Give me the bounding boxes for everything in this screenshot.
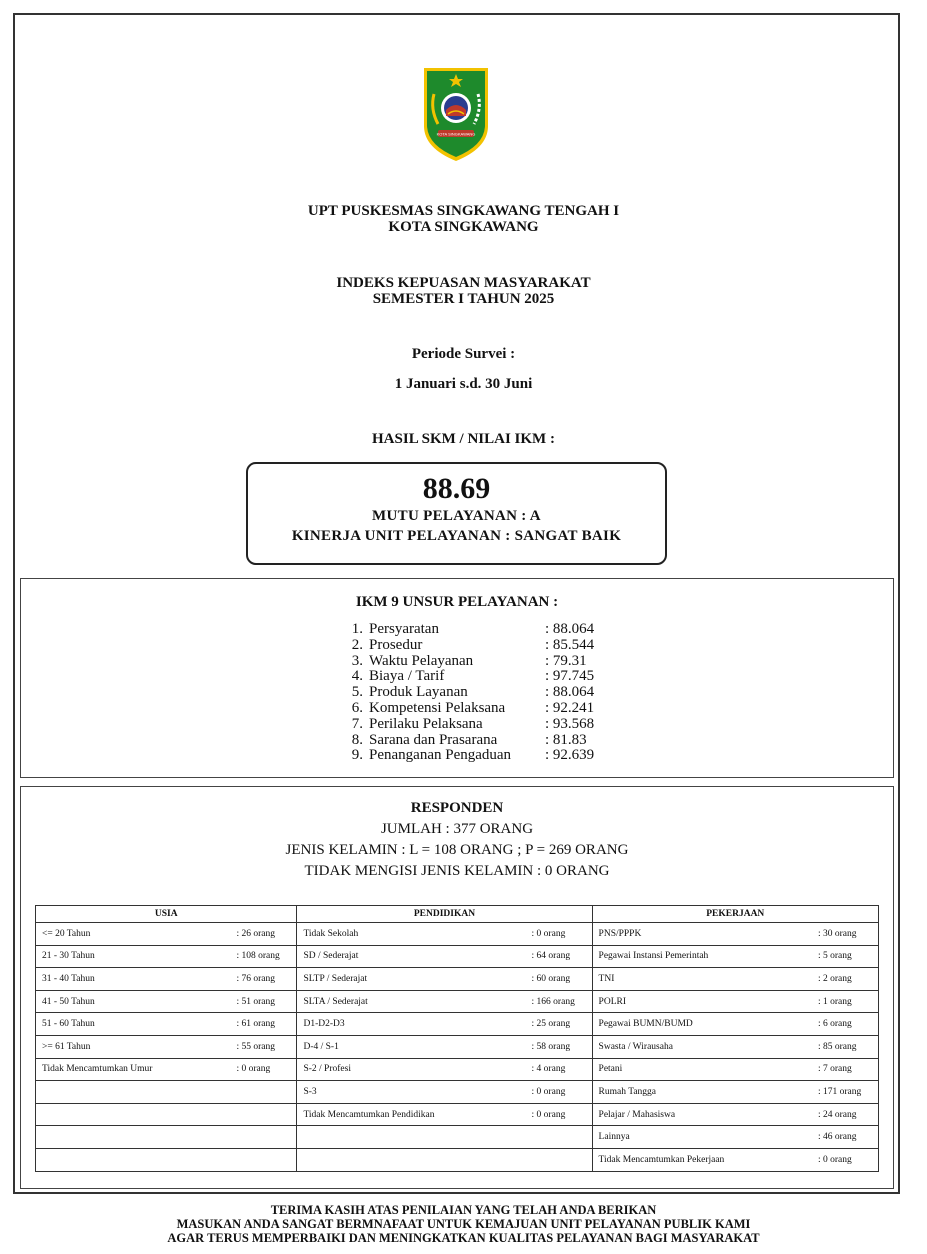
- education-category-count: : 64 orang: [532, 945, 593, 968]
- ikm-element-number: 9.: [351, 747, 363, 764]
- ikm-element-row: [343, 654, 594, 670]
- occupation-category-count: : 1 orang: [818, 990, 879, 1013]
- age-category-count: [236, 1148, 297, 1171]
- occupation-category-label: TNI: [592, 968, 818, 991]
- table-row: [36, 1013, 879, 1036]
- occupation-category-label: Lainnya: [592, 1126, 818, 1149]
- ikm-elements-box: [20, 578, 894, 778]
- ikm-element-row: [343, 748, 594, 764]
- ikm-element-label: Produk Layanan: [369, 684, 468, 701]
- occupation-category-label: Swasta / Wirausaha: [592, 1035, 818, 1058]
- occupation-category-count: : 24 orang: [818, 1103, 879, 1126]
- age-category-count: : 55 orang: [236, 1035, 297, 1058]
- respondent-breakdown-table: [35, 905, 879, 1172]
- occupation-category-count: : 30 orang: [818, 923, 879, 946]
- age-category-count: : 76 orang: [236, 968, 297, 991]
- age-category-count: [236, 1081, 297, 1104]
- education-category-label: SLTA / Sederajat: [297, 990, 532, 1013]
- age-category-label: [36, 1126, 237, 1149]
- table-row: [36, 923, 879, 946]
- education-category-count: [532, 1126, 593, 1149]
- ikm-elements-title: IKM 9 UNSUR PELAYANAN :: [355, 594, 559, 610]
- occupation-category-count: : 85 orang: [818, 1035, 879, 1058]
- svg-text:KOTA SINGKAWANG: KOTA SINGKAWANG: [436, 131, 476, 137]
- ikm-element-label: Penanganan Pengaduan: [369, 747, 512, 764]
- age-category-label: 21 - 30 Tahun: [36, 945, 237, 968]
- period-label: Periode Survei :: [411, 346, 516, 362]
- ikm-element-number: 8.: [351, 731, 363, 748]
- age-category-count: [236, 1126, 297, 1149]
- header-occupation: PEKERJAAN: [592, 906, 878, 923]
- respondents-gender: JENIS KELAMIN : L = 108 ORANG ; P = 269 ORANG: [285, 842, 629, 858]
- footer-thanks: TERIMA KASIH ATAS PENILAIAN YANG TELAH ANDA BERIKAN: [270, 1203, 657, 1217]
- education-category-count: : 4 orang: [532, 1058, 593, 1081]
- ikm-element-value: : 93.568: [545, 715, 595, 732]
- table-row: [36, 968, 879, 991]
- occupation-category-label: Rumah Tangga: [592, 1081, 818, 1104]
- age-category-label: 51 - 60 Tahun: [36, 1013, 237, 1036]
- table-row: [36, 1081, 879, 1104]
- ikm-element-number: 5.: [351, 684, 363, 701]
- footer-feedback: MASUKAN ANDA SANGAT BERMNAFAAT UNTUK KEMAJUAN UNIT PELAYANAN PUBLIK KAMI: [176, 1217, 751, 1231]
- occupation-category-label: Petani: [592, 1058, 818, 1081]
- occupation-category-count: : 46 orang: [818, 1126, 879, 1149]
- ikm-element-label: Sarana dan Prasarana: [369, 731, 498, 748]
- ikm-element-number: 6.: [351, 699, 363, 716]
- table-row: [36, 945, 879, 968]
- ikm-element-number: 2.: [351, 636, 363, 653]
- education-category-count: [532, 1148, 593, 1171]
- occupation-category-count: : 171 orang: [818, 1081, 879, 1104]
- ikm-element-value: : 92.639: [545, 747, 595, 764]
- doc-subtitle: SEMESTER I TAHUN 2025: [372, 291, 555, 307]
- period-value: 1 Januari s.d. 30 Juni: [394, 376, 533, 392]
- education-category-count: : 0 orang: [532, 1081, 593, 1104]
- ikm-element-number: 7.: [351, 715, 363, 732]
- ikm-element-row: [343, 685, 594, 701]
- occupation-category-count: : 5 orang: [818, 945, 879, 968]
- ikm-element-value: : 85.544: [545, 636, 595, 653]
- age-category-count: : 26 orang: [236, 923, 297, 946]
- education-category-count: : 0 orang: [532, 923, 593, 946]
- occupation-category-label: POLRI: [592, 990, 818, 1013]
- education-category-count: : 0 orang: [532, 1103, 593, 1126]
- education-category-count: : 58 orang: [532, 1035, 593, 1058]
- table-row: [36, 1103, 879, 1126]
- respondents-no-gender: TIDAK MENGISI JENIS KELAMIN : 0 ORANG: [304, 863, 610, 879]
- ikm-element-label: Waktu Pelayanan: [369, 652, 474, 669]
- education-category-count: : 166 orang: [532, 990, 593, 1013]
- age-category-label: 31 - 40 Tahun: [36, 968, 237, 991]
- ikm-element-value: : 97.745: [545, 668, 595, 685]
- age-category-label: [36, 1103, 237, 1126]
- service-quality: MUTU PELAYANAN : A: [372, 508, 541, 524]
- age-category-count: : 61 orang: [236, 1013, 297, 1036]
- occupation-category-count: : 0 orang: [818, 1148, 879, 1171]
- ikm-element-label: Prosedur: [369, 636, 423, 653]
- education-category-label: SLTP / Sederajat: [297, 968, 532, 991]
- occupation-category-label: Pegawai BUMN/BUMD: [592, 1013, 818, 1036]
- table-row: [36, 990, 879, 1013]
- age-category-label: 41 - 50 Tahun: [36, 990, 237, 1013]
- ikm-element-row: [343, 717, 594, 733]
- age-category-label: [36, 1148, 237, 1171]
- ikm-element-label: Persyaratan: [369, 621, 439, 637]
- occupation-category-label: Tidak Mencamtumkan Pekerjaan: [592, 1148, 818, 1171]
- city-emblem-logo: [420, 64, 492, 164]
- age-category-label: <= 20 Tahun: [36, 923, 237, 946]
- header-education: PENDIDIKAN: [297, 906, 592, 923]
- education-category-label: S-2 / Profesi: [297, 1058, 532, 1081]
- ikm-element-number: 4.: [351, 668, 363, 685]
- education-category-label: SD / Sederajat: [297, 945, 532, 968]
- ikm-element-value: : 92.241: [545, 699, 595, 716]
- education-category-label: S-3: [297, 1081, 532, 1104]
- result-label: HASIL SKM / NILAI IKM :: [372, 431, 555, 447]
- ikm-element-value: : 79.31: [545, 652, 587, 669]
- age-category-label: >= 61 Tahun: [36, 1035, 237, 1058]
- education-category-label: D1-D2-D3: [297, 1013, 532, 1036]
- age-category-count: : 51 orang: [236, 990, 297, 1013]
- occupation-category-label: Pelajar / Mahasiswa: [592, 1103, 818, 1126]
- education-category-label: D-4 / S-1: [297, 1035, 532, 1058]
- occupation-category-count: : 2 orang: [818, 968, 879, 991]
- ikm-element-row: [343, 733, 594, 749]
- footer-commitment: AGAR TERUS MEMPERBAIKI DAN MENINGKATKAN KUALITAS PELAYANAN BAGI MASYARAKAT: [167, 1231, 760, 1245]
- ikm-element-value: : 88.064: [545, 684, 595, 701]
- ikm-element-value: : 81.83: [545, 731, 587, 748]
- occupation-category-count: : 7 orang: [818, 1058, 879, 1081]
- ikm-element-row: [343, 669, 594, 685]
- score-box: [246, 462, 667, 565]
- table-row: [36, 1058, 879, 1081]
- ikm-element-row: [343, 701, 594, 717]
- table-row: [36, 1035, 879, 1058]
- education-category-count: : 60 orang: [532, 968, 593, 991]
- occupation-category-label: Pegawai Instansi Pemerintah: [592, 945, 818, 968]
- table-row: [36, 1148, 879, 1171]
- age-category-count: : 108 orang: [236, 945, 297, 968]
- ikm-element-row: [343, 622, 594, 638]
- ikm-element-row: [343, 638, 594, 654]
- ikm-score: 88.69: [422, 472, 491, 505]
- ikm-element-label: Biaya / Tarif: [369, 668, 445, 685]
- age-category-count: [236, 1103, 297, 1126]
- doc-title: INDEKS KEPUASAN MASYARAKAT: [336, 275, 591, 291]
- ikm-elements-list: [343, 622, 594, 764]
- education-category-label: [297, 1148, 532, 1171]
- respondents-title: RESPONDEN: [410, 800, 504, 816]
- ikm-element-number: 1.: [351, 621, 363, 637]
- ikm-element-label: Kompetensi Pelaksana: [369, 699, 506, 716]
- age-category-count: : 0 orang: [236, 1058, 297, 1081]
- header-age: USIA: [36, 906, 297, 923]
- table-row: [36, 1126, 879, 1149]
- education-category-label: Tidak Sekolah: [297, 923, 532, 946]
- age-category-label: [36, 1081, 237, 1104]
- ikm-element-label: Perilaku Pelaksana: [369, 715, 483, 732]
- org-name: UPT PUSKESMAS SINGKAWANG TENGAH I: [307, 203, 620, 219]
- ikm-element-number: 3.: [351, 652, 363, 669]
- occupation-category-label: PNS/PPPK: [592, 923, 818, 946]
- ikm-element-value: : 88.064: [545, 621, 595, 637]
- unit-performance: KINERJA UNIT PELAYANAN : SANGAT BAIK: [291, 528, 622, 544]
- occupation-category-count: : 6 orang: [818, 1013, 879, 1036]
- respondents-total: JUMLAH : 377 ORANG: [380, 821, 534, 837]
- education-category-label: [297, 1126, 532, 1149]
- org-city: KOTA SINGKAWANG: [388, 219, 539, 235]
- education-category-label: Tidak Mencamtumkan Pendidikan: [297, 1103, 532, 1126]
- education-category-count: : 25 orang: [532, 1013, 593, 1036]
- age-category-label: Tidak Mencamtumkan Umur: [36, 1058, 237, 1081]
